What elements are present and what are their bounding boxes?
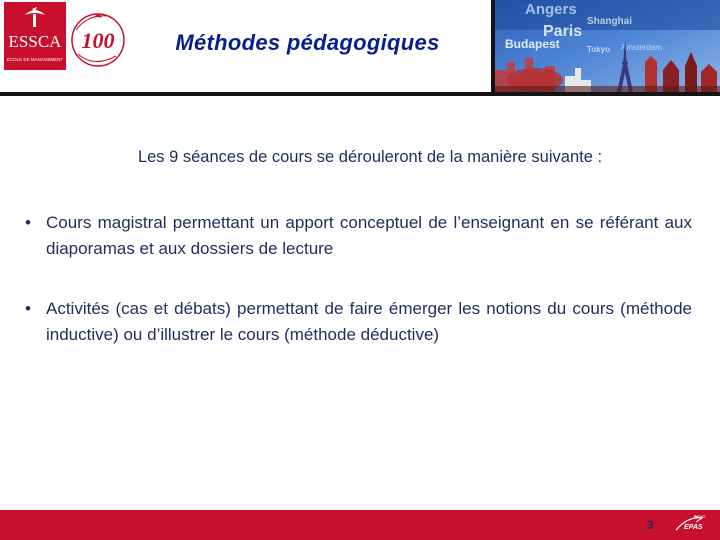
bullet-item: [20, 210, 692, 261]
essca-emblem-icon: [23, 7, 47, 27]
intro-text: Les 9 séances de cours se dérouleront de la manière suivante :: [137, 148, 603, 166]
bullet-list: [20, 210, 692, 382]
svg-text:Budapest: Budapest: [505, 37, 560, 51]
cities-banner-image: [495, 0, 720, 92]
svg-text:Tokyo: Tokyo: [587, 45, 610, 54]
svg-text:Amsterdam: Amsterdam: [621, 43, 662, 52]
page-title: Méthodes pédagogiques: [175, 30, 440, 55]
slide-header: [0, 0, 720, 96]
bullet-text: Cours magistral permettant un apport conceptuel de l’enseignant en se référant aux diaporamas et aux dossiers de lecture: [46, 213, 692, 258]
bullet-text: Activités (cas et débats) permettant de faire émerger les notions du cours (méthode inductive) ou d’illustrer le cours (méthode déductive): [46, 299, 692, 344]
header-horizontal-divider: [0, 92, 720, 96]
essca-logo-text: ESSCA: [8, 32, 62, 51]
header-vertical-divider: [491, 0, 495, 92]
epas-logo-text: EPAS: [684, 524, 703, 531]
slide-footer: [0, 510, 720, 540]
epas-logo: [672, 512, 716, 538]
anniversary-100-logo: [68, 10, 126, 70]
bullet-dot-icon: •: [25, 213, 31, 232]
epas-caption: EFMD: [694, 514, 706, 519]
svg-text:Shanghai: Shanghai: [587, 16, 633, 27]
essca-logo-subtitle: ÉCOLE DE MANAGEMENT: [6, 57, 64, 62]
bullet-item: [20, 296, 692, 347]
anniversary-number: 100: [81, 28, 115, 53]
page-number: 3: [646, 518, 654, 532]
bullet-dot-icon: •: [25, 299, 31, 318]
svg-text:Paris: Paris: [543, 23, 583, 40]
svg-text:Angers: Angers: [525, 1, 577, 18]
essca-logo: [4, 2, 66, 70]
